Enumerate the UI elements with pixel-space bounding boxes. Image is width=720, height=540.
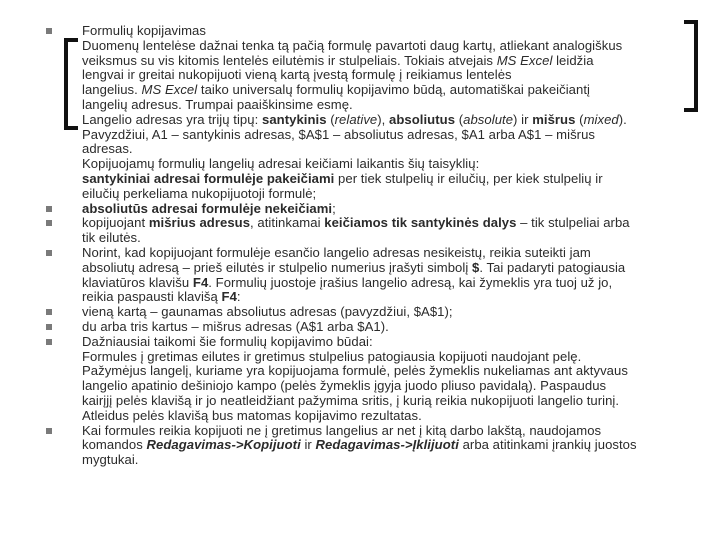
text-run: : <box>236 289 241 305</box>
text-line <box>82 39 714 54</box>
text-line <box>82 113 714 128</box>
text-line <box>82 157 714 172</box>
text-run: . Tai padaryti patogiausia <box>479 259 626 275</box>
text-run: Pažymėjus langelį, kuriame yra kopijuojama formulė, pelės žymeklis nukeliamas ant aktyvaus <box>82 363 628 379</box>
text-run: adresas. <box>82 141 133 157</box>
text-run: $ <box>472 259 480 275</box>
text-line <box>82 350 714 365</box>
text-run: ) ir <box>513 111 533 127</box>
text-run: Langelio adresas yra trijų tipų: <box>82 111 262 127</box>
bullet-paragraph-line <box>82 246 714 261</box>
text-run: vieną kartą – gaunamas absoliutus adresas (pavyzdžiui, $A$1); <box>82 304 453 320</box>
square-bullet-icon <box>46 428 52 434</box>
text-line <box>82 261 714 276</box>
bullet-paragraph-line <box>82 335 714 350</box>
square-bullet-icon <box>46 28 52 34</box>
text-run: MS Excel <box>496 52 553 68</box>
square-bullet-icon <box>46 324 52 330</box>
text-line <box>82 394 714 409</box>
text-run: arba atitinkami įrankių juostos <box>458 437 637 453</box>
text-run: . Formulių juostoje įrašius langelio adresą, kai žymeklis yra tuoj už jo, <box>208 274 613 290</box>
bullet-paragraph-line <box>82 202 714 217</box>
text-run: klaviatūros klavišu <box>82 274 193 290</box>
bullet-paragraph-line <box>82 305 714 320</box>
text-run: Redagavimas->Įklijuoti <box>315 437 459 453</box>
text-run: eilučių perkeliama nukopijuotoji formulė; <box>82 185 317 201</box>
text-run: per tiek stulpelių ir eilučių, per kiek stulpelių ir <box>334 170 603 186</box>
text-line <box>82 290 714 305</box>
text-run: langelių adresus. Trumpai paaiškinsime esmę. <box>82 96 353 112</box>
slide-text-body <box>82 24 714 468</box>
text-run: ; <box>332 200 336 216</box>
text-run: mišrus <box>532 111 576 127</box>
square-bullet-icon <box>46 206 52 212</box>
text-run: absoliutus <box>389 111 456 127</box>
text-run: komandos <box>82 437 147 453</box>
text-line <box>82 438 714 453</box>
text-run: kairįjį pelės klavišą ir jo neatleidžiant pažymima sritis, į kurią reikia nukopijuoti langelio turinį. <box>82 392 620 408</box>
text-run: keičiamos tik santykinės dalys <box>324 215 517 231</box>
text-line <box>82 128 714 143</box>
text-run: Formulių kopijavimas <box>82 23 206 38</box>
text-run: Pavyzdžiui, A1 – santykinis adresas, $A$1 – absoliutus adresas, $A1 arba A$1 – mišrus <box>82 126 596 142</box>
text-run: langelio apatinio dešiniojo kampo (pelės žymeklis įgyja juodo pliuso pavidalą). Paspaudus <box>82 378 607 394</box>
bullet-paragraph-line <box>82 216 714 231</box>
text-line <box>82 68 714 83</box>
text-run: santykiniai adresai formulėje pakeičiami <box>82 170 335 186</box>
text-run: Atleidus pelės klavišą bus matomas kopijavimo rezultatas. <box>82 407 422 423</box>
square-bullet-icon <box>46 309 52 315</box>
text-run: Dažniausiai taikomi šie formulių kopijavimo būdai: <box>82 333 373 349</box>
text-run: langelius. <box>82 82 142 98</box>
text-line <box>82 172 714 187</box>
text-run: leidžia <box>552 52 594 68</box>
text-run: F4 <box>221 289 237 305</box>
text-run: ir <box>300 437 316 453</box>
text-run: mygtukai. <box>82 452 139 468</box>
bullet-paragraph-line <box>82 320 714 335</box>
text-line <box>82 142 714 157</box>
text-run: relative <box>334 111 378 127</box>
text-run: F4 <box>192 274 209 290</box>
text-run: Kai formules reikia kopijuoti ne į gretimus langelius ar net į kitą darbo lakštą, naudojamos <box>82 422 602 438</box>
text-run: , atitinkamai <box>250 215 325 231</box>
text-run: kopijuojant <box>82 215 149 231</box>
text-run: santykinis <box>261 111 327 127</box>
text-run: tik eilutės. <box>82 230 141 246</box>
bullet-paragraph-line <box>82 24 714 39</box>
text-run: Redagavimas->Kopijuoti <box>146 437 301 453</box>
text-line <box>82 276 714 291</box>
text-line <box>82 54 714 69</box>
text-line <box>82 409 714 424</box>
text-run: absoliutų adresą – prieš eilutės ir stulpelio numerius įrašyti simbolį <box>82 259 472 275</box>
text-run: mišrius adresus <box>148 215 251 231</box>
text-run: veiksmus su vis kitomis lentelės eilutėmis ir stulpeliais. Tokiais atvejais <box>82 52 497 68</box>
text-line <box>82 379 714 394</box>
text-run: Duomenų lentelėse dažnai tenka tą pačią formulę pavartoti daug kartų, atliekant analogiškus <box>82 37 623 53</box>
text-run: mixed <box>583 111 619 127</box>
text-line <box>82 364 714 379</box>
text-line <box>82 83 714 98</box>
text-line <box>82 187 714 202</box>
text-line <box>82 453 714 468</box>
text-run: ( <box>455 111 464 127</box>
text-line <box>82 98 714 113</box>
square-bullet-icon <box>46 250 52 256</box>
text-run: MS Excel <box>141 82 198 98</box>
text-run: Kopijuojamų formulių langelių adresai keičiami laikantis šių taisyklių: <box>82 156 480 172</box>
text-run: absoliutūs adresai formulėje nekeičiami <box>82 200 333 216</box>
text-run: ( <box>326 111 335 127</box>
bullet-paragraph-line <box>82 424 714 439</box>
square-bullet-icon <box>46 339 52 345</box>
text-run: ( <box>575 111 584 127</box>
text-run: Formules į gretimas eilutes ir gretimus stulpelius patogiausia kopijuoti naudojant pelę. <box>82 348 582 364</box>
text-run: taiko universalų formulių kopijavimo būdą, automatiškai pakeičiantį <box>197 82 590 98</box>
text-run: reikia paspausti klavišą <box>82 289 222 305</box>
left-bracket-decoration <box>64 38 78 130</box>
text-run: – tik stulpeliai arba <box>516 215 630 231</box>
text-run: lengvai ir greitai nukopijuoti vieną kartą įvestą formulę į reikiamus lentelės <box>82 67 512 83</box>
text-run: du arba tris kartus – mišrus adresas (A$1 arba $A1). <box>82 318 389 334</box>
text-line <box>82 231 714 246</box>
square-bullet-icon <box>46 220 52 226</box>
text-run: ). <box>618 111 627 127</box>
text-run: Norint, kad kopijuojant formulėje esančio langelio adresas nesikeistų, reikia suteikti jam <box>82 244 591 260</box>
text-run: ), <box>377 111 390 127</box>
text-run: absolute <box>463 111 514 127</box>
